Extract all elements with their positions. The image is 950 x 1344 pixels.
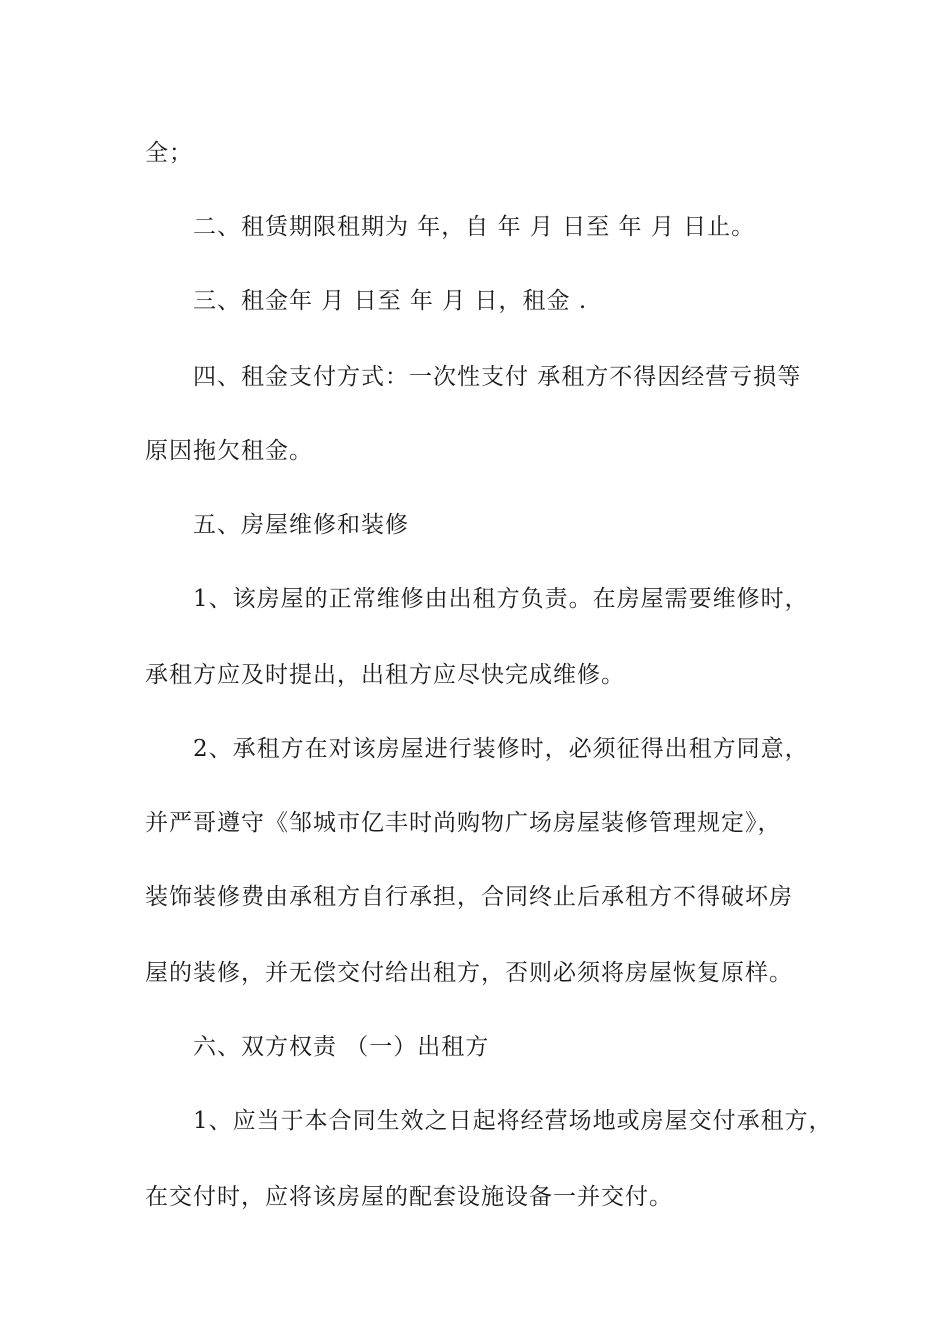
text-line-9: 2、承租方在对该房屋进行装修时，必须征得出租方同意， <box>193 736 809 762</box>
text-line-5: 原因拖欠租金。 <box>145 438 313 464</box>
text-line-4: 四、租金支付方式：一次性支付 承租方不得因经营亏损等 <box>193 364 802 390</box>
text-line-10: 并严哥遵守《邹城市亿丰时尚购物广场房屋装修管理规定》， <box>145 810 782 836</box>
text-line-2: 二、租赁期限租期为 年，自 年 月 日至 年 月 日止。 <box>193 214 756 240</box>
text-line-14: 1、应当于本合同生效之日起将经营场地或房屋交付承租方， <box>193 1108 833 1134</box>
text-line-7: 1、该房屋的正常维修由出租方负责。在房屋需要维修时， <box>193 586 809 612</box>
text-line-15: 在交付时，应将该房屋的配套设施设备一并交付。 <box>145 1184 673 1210</box>
text-line-8: 承租方应及时提出，出租方应尽快完成维修。 <box>145 662 625 688</box>
text-line-12: 屋的装修，并无偿交付给出租方，否则必须将房屋恢复原样。 <box>145 960 793 986</box>
section-heading: 五、房屋维修和装修 <box>193 512 409 538</box>
text-line-11: 装饰装修费由承租方自行承担，合同终止后承租方不得破坏房 <box>145 884 793 910</box>
section-heading-rights: 六、双方权责 （一）出租方 <box>193 1034 490 1060</box>
text-line-3: 三、租金年 月 日至 年 月 日，租金 . <box>193 288 588 314</box>
text-line-1: 全； <box>145 140 193 166</box>
